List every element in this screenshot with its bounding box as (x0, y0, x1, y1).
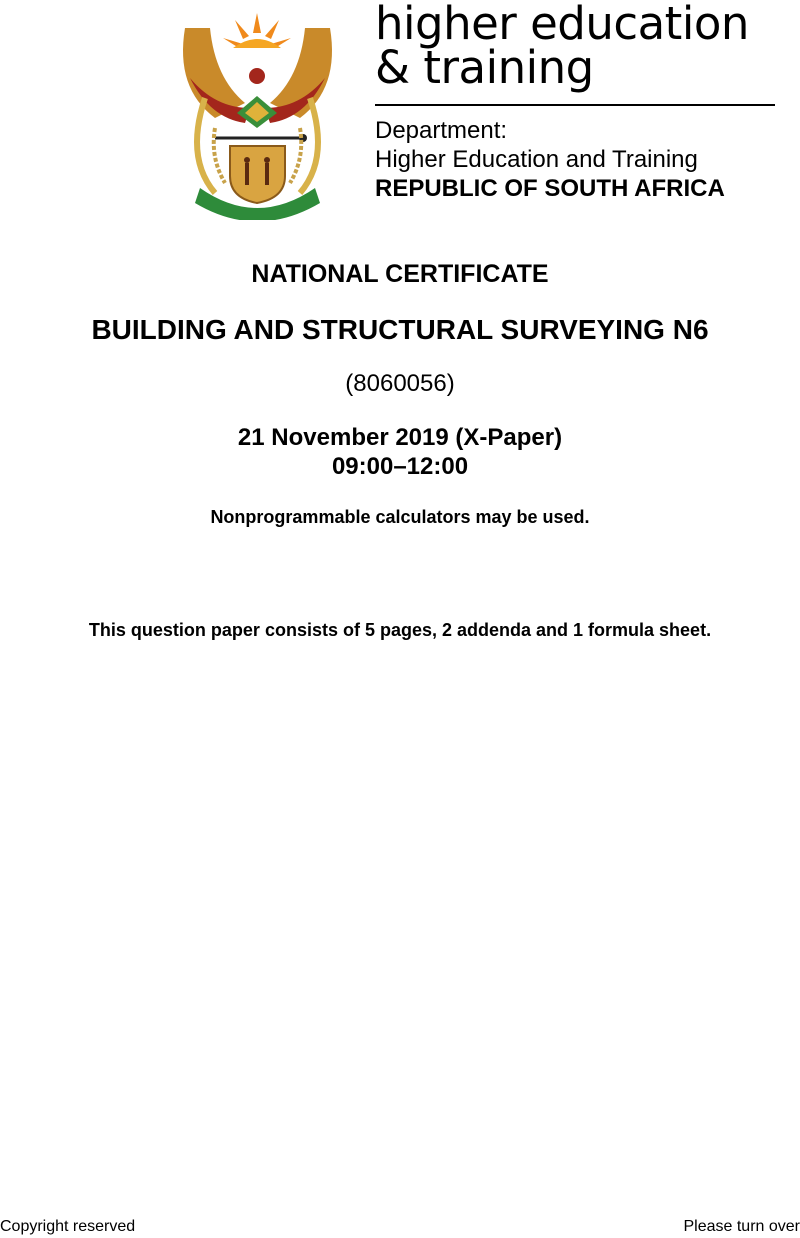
copyright-footer: Copyright reserved (0, 1218, 136, 1235)
brand-title (375, 0, 749, 94)
exam-date-block (0, 423, 800, 481)
brand-line-2: & training (375, 41, 594, 94)
department-name: Higher Education and Training (375, 146, 698, 173)
exam-time: 09:00–12:00 (331, 453, 469, 480)
subject-code: (8060056) (345, 370, 455, 397)
exam-date: 21 November 2019 (X-Paper) (237, 424, 563, 451)
brand-divider (375, 104, 775, 106)
calculator-note: Nonprogrammable calculators may be used. (210, 507, 590, 527)
department-label: Department: (375, 117, 508, 144)
coat-of-arms-logo (175, 8, 340, 220)
department-block (375, 116, 725, 203)
subject-title: BUILDING AND STRUCTURAL SURVEYING N6 (91, 314, 709, 345)
brand-line-1: higher education (375, 0, 749, 50)
pages-note: This question paper consists of 5 pages, 2 addenda and 1 formula sheet. (88, 620, 712, 640)
country-name: REPUBLIC OF SOUTH AFRICA (375, 175, 725, 202)
certificate-title: NATIONAL CERTIFICATE (251, 260, 549, 288)
turn-over-footer: Please turn over (683, 1218, 800, 1235)
